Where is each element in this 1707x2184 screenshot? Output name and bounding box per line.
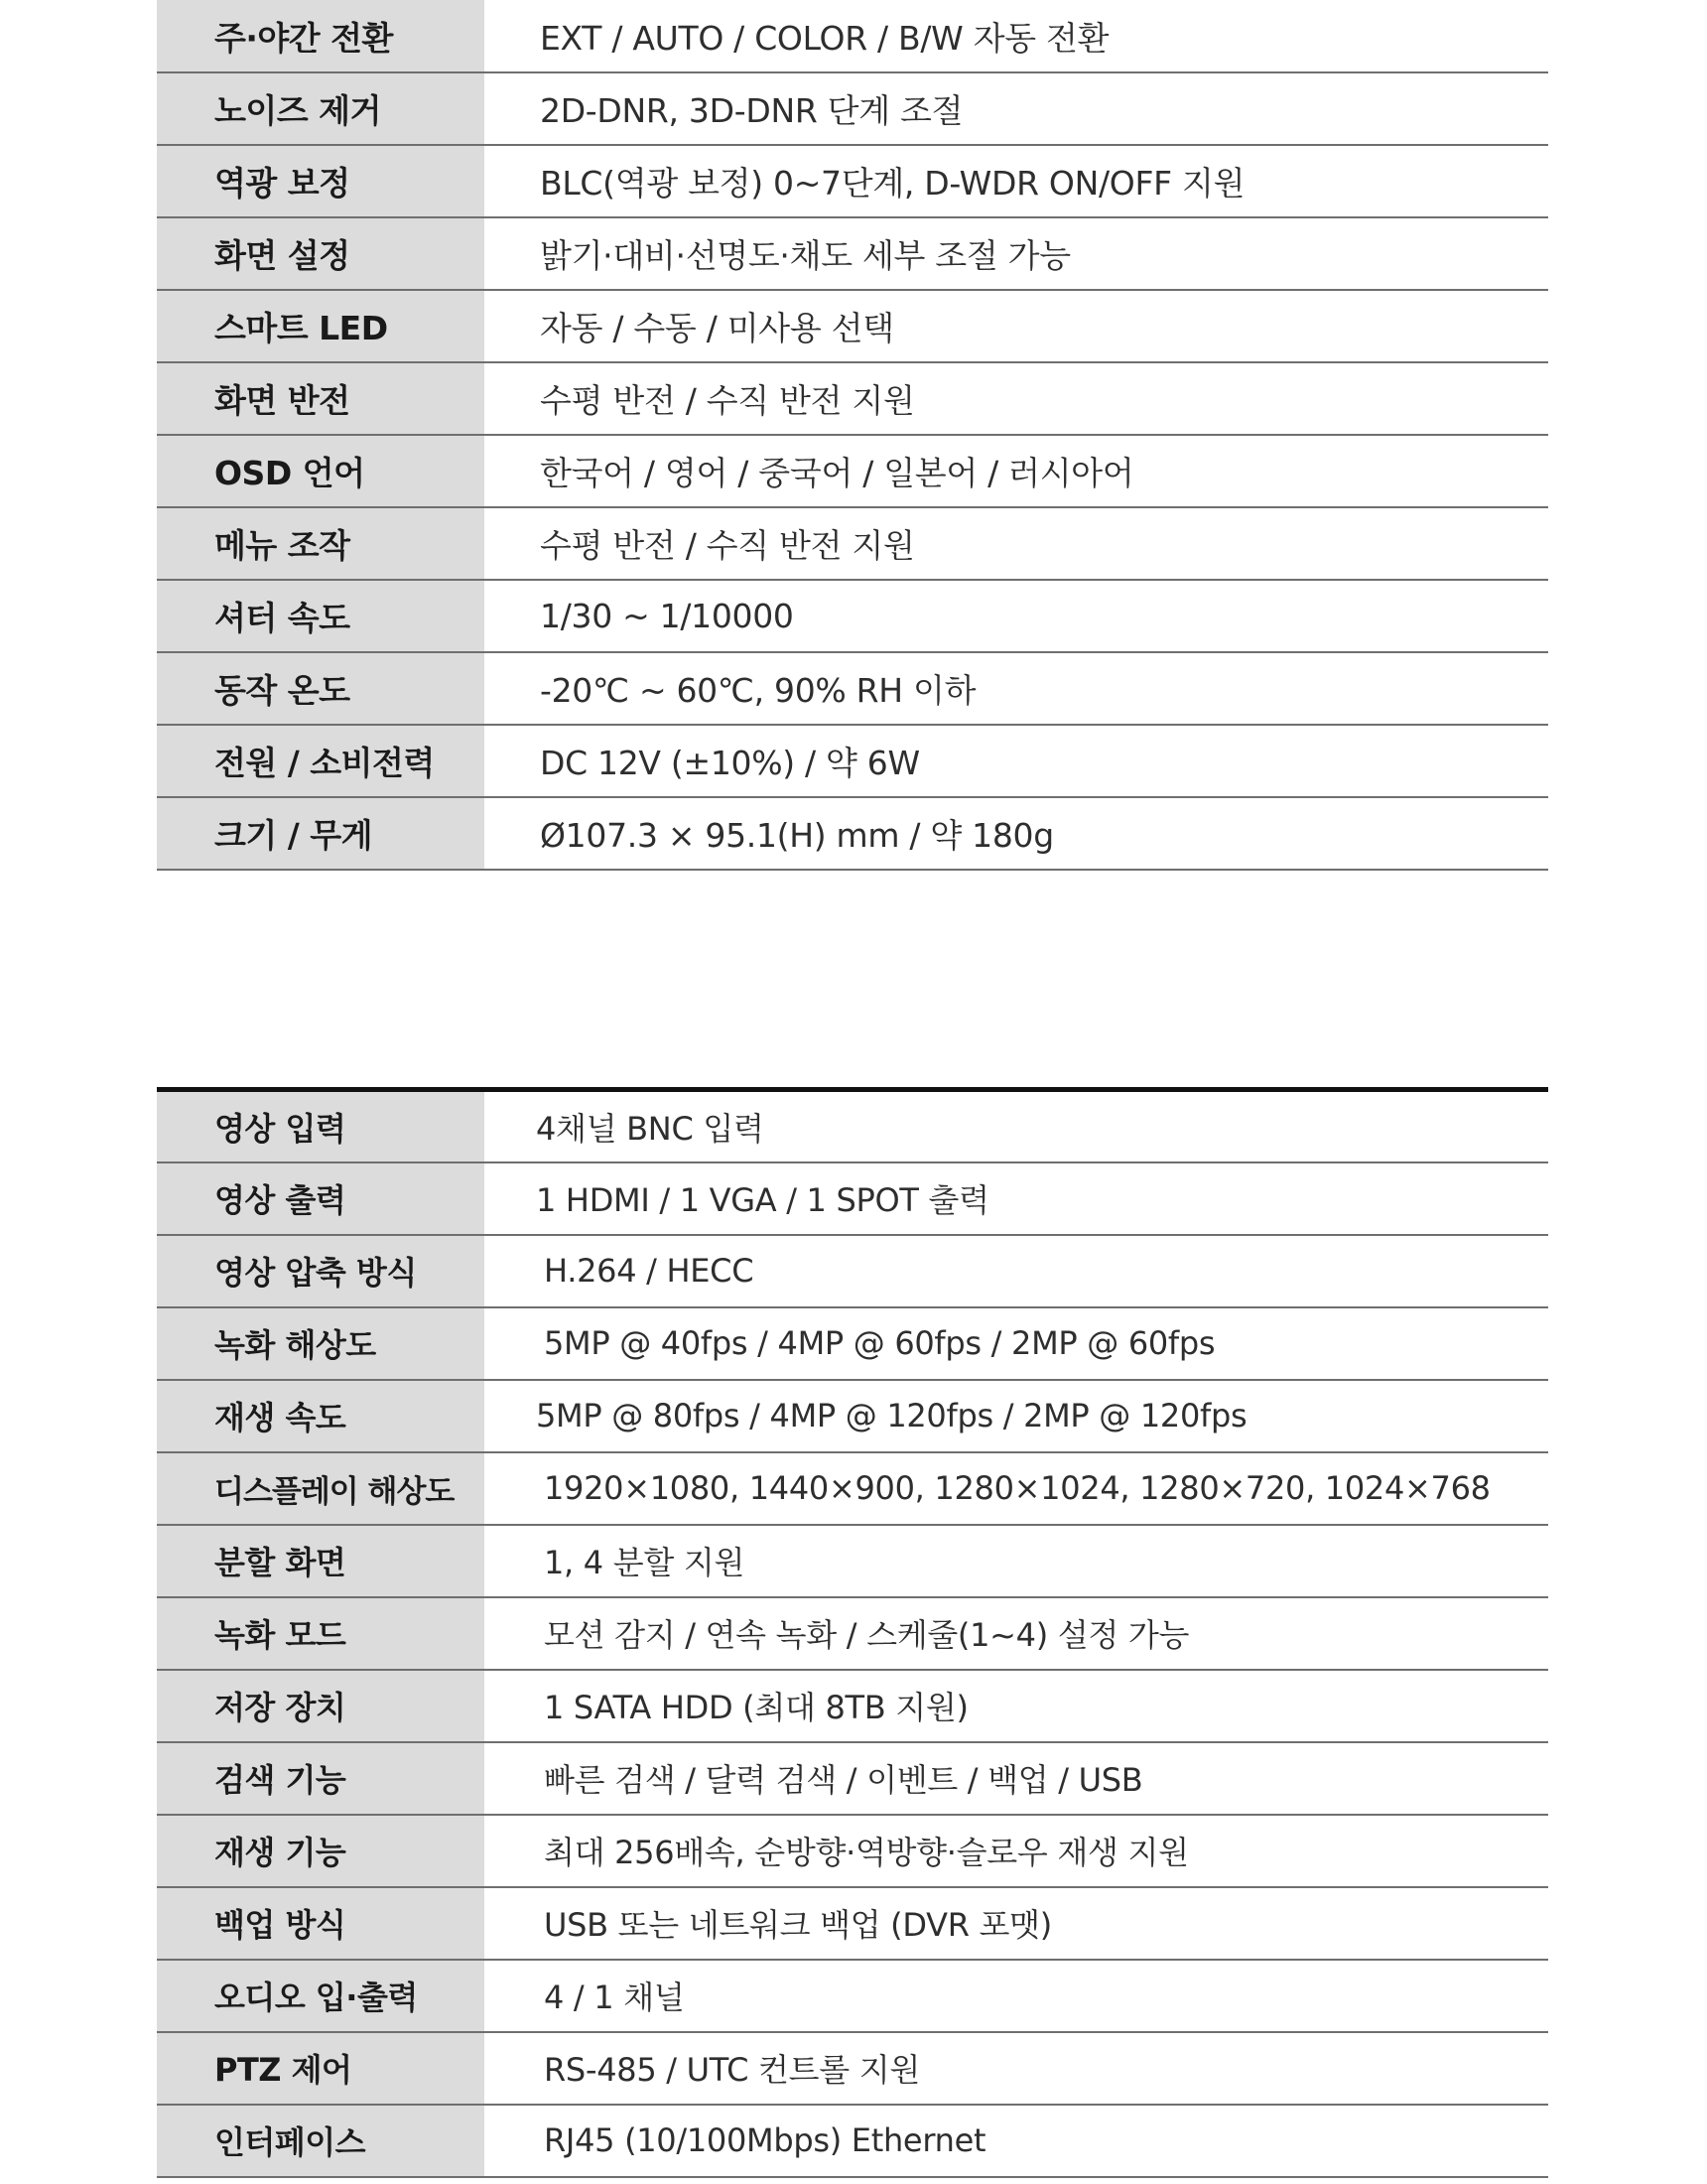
table-row (157, 725, 1548, 797)
spec-value-image-settings: 밝기·대비·선명도·채도 세부 조절 가능 (484, 217, 1548, 290)
spec-value-video-output: 1 HDMI / 1 VGA / 1 SPOT 출력 (484, 1162, 1548, 1235)
spec-label-record-resolution: 녹화 해상도 (157, 1307, 484, 1380)
table-row (157, 1887, 1548, 1960)
spec-value-smart-led: 자동 / 수동 / 미사용 선택 (484, 290, 1548, 362)
spec-label-split-screen: 분할 화면 (157, 1525, 484, 1597)
table-row (157, 1090, 1548, 1162)
table-row (157, 1162, 1548, 1235)
table-row (157, 507, 1548, 580)
spec-value-ptz: RS-485 / UTC 컨트롤 지원 (484, 2032, 1548, 2105)
spec-value-interface: RJ45 (10/100Mbps) Ethernet (484, 2105, 1548, 2177)
table-row (157, 0, 1548, 72)
spec-label-record-mode: 녹화 모드 (157, 1597, 484, 1670)
spec-value-search: 빠른 검색 / 달력 검색 / 이벤트 / 백업 / USB (484, 1742, 1548, 1815)
spec-label-power: 전원 / 소비전력 (157, 725, 484, 797)
spec-label-image-settings: 화면 설정 (157, 217, 484, 290)
spec-value-dimensions: Ø107.3 × 95.1(H) mm / 약 180g (484, 797, 1548, 870)
spec-label-dimensions: 크기 / 무게 (157, 797, 484, 870)
spec-label-storage: 저장 장치 (157, 1670, 484, 1742)
table-row (157, 1525, 1548, 1597)
spec-value-video-input: 4채널 BNC 입력 (484, 1090, 1548, 1162)
table-row (157, 217, 1548, 290)
table-row (157, 1235, 1548, 1307)
spec-label-osd-language: OSD 언어 (157, 435, 484, 507)
spec-label-video-output: 영상 출력 (157, 1162, 484, 1235)
table-row (157, 1742, 1548, 1815)
spec-value-day-night: EXT / AUTO / COLOR / B/W 자동 전환 (484, 0, 1548, 72)
spec-value-display-resolution: 1920×1080, 1440×900, 1280×1024, 1280×720, 1024×768 (484, 1452, 1548, 1525)
spec-label-search: 검색 기능 (157, 1742, 484, 1815)
table-row (157, 1960, 1548, 2032)
spec-label-playback: 재생 기능 (157, 1815, 484, 1887)
table-row (157, 435, 1548, 507)
spec-label-playback-speed: 재생 속도 (157, 1380, 484, 1452)
spec-label-interface: 인터페이스 (157, 2105, 484, 2177)
table-row (157, 1380, 1548, 1452)
spec-value-playback-speed: 5MP @ 80fps / 4MP @ 120fps / 2MP @ 120fps (484, 1380, 1548, 1452)
spec-value-menu-control: 수평 반전 / 수직 반전 지원 (484, 507, 1548, 580)
spec-value-backlight: BLC(역광 보정) 0~7단계, D-WDR ON/OFF 지원 (484, 145, 1548, 217)
spec-value-image-flip: 수평 반전 / 수직 반전 지원 (484, 362, 1548, 435)
table-row (157, 1815, 1548, 1887)
spec-label-video-input: 영상 입력 (157, 1090, 484, 1162)
table-row (157, 652, 1548, 725)
spec-label-backlight: 역광 보정 (157, 145, 484, 217)
spec-value-noise-reduction: 2D-DNR, 3D-DNR 단계 조절 (484, 72, 1548, 145)
spec-label-noise-reduction: 노이즈 제거 (157, 72, 484, 145)
table-row (157, 1452, 1548, 1525)
spec-value-compression: H.264 / HECC (484, 1235, 1548, 1307)
spec-value-record-resolution: 5MP @ 40fps / 4MP @ 60fps / 2MP @ 60fps (484, 1307, 1548, 1380)
spec-label-day-night: 주·야간 전환 (157, 0, 484, 72)
spec-label-menu-control: 메뉴 조작 (157, 507, 484, 580)
dvr-spec-table (157, 1087, 1548, 2178)
table-row (157, 362, 1548, 435)
spec-value-operating-temp: -20℃ ~ 60℃, 90% RH 이하 (484, 652, 1548, 725)
spec-value-storage: 1 SATA HDD (최대 8TB 지원) (484, 1670, 1548, 1742)
spec-value-split-screen: 1, 4 분할 지원 (484, 1525, 1548, 1597)
table-row (157, 797, 1548, 870)
table-row (157, 145, 1548, 217)
spec-label-image-flip: 화면 반전 (157, 362, 484, 435)
spec-value-record-mode: 모션 감지 / 연속 녹화 / 스케줄(1~4) 설정 가능 (484, 1597, 1548, 1670)
spec-value-playback: 최대 256배속, 순방향·역방향·슬로우 재생 지원 (484, 1815, 1548, 1887)
spec-label-display-resolution: 디스플레이 해상도 (157, 1452, 484, 1525)
spec-value-shutter-speed: 1/30 ~ 1/10000 (484, 580, 1548, 652)
table-row (157, 2105, 1548, 2177)
spec-label-backup: 백업 방식 (157, 1887, 484, 1960)
camera-spec-table (157, 0, 1548, 871)
spec-label-operating-temp: 동작 온도 (157, 652, 484, 725)
table-row (157, 1670, 1548, 1742)
spec-label-smart-led: 스마트 LED (157, 290, 484, 362)
spec-value-audio-io: 4 / 1 채널 (484, 1960, 1548, 2032)
table-row (157, 1597, 1548, 1670)
spec-value-osd-language: 한국어 / 영어 / 중국어 / 일본어 / 러시아어 (484, 435, 1548, 507)
table-row (157, 290, 1548, 362)
table-row (157, 1307, 1548, 1380)
table-row (157, 72, 1548, 145)
spec-label-audio-io: 오디오 입·출력 (157, 1960, 484, 2032)
table-row (157, 580, 1548, 652)
spec-value-power: DC 12V (±10%) / 약 6W (484, 725, 1548, 797)
spec-label-shutter-speed: 셔터 속도 (157, 580, 484, 652)
table-row (157, 2032, 1548, 2105)
spec-label-compression: 영상 압축 방식 (157, 1235, 484, 1307)
spec-label-ptz: PTZ 제어 (157, 2032, 484, 2105)
spec-value-backup: USB 또는 네트워크 백업 (DVR 포맷) (484, 1887, 1548, 1960)
